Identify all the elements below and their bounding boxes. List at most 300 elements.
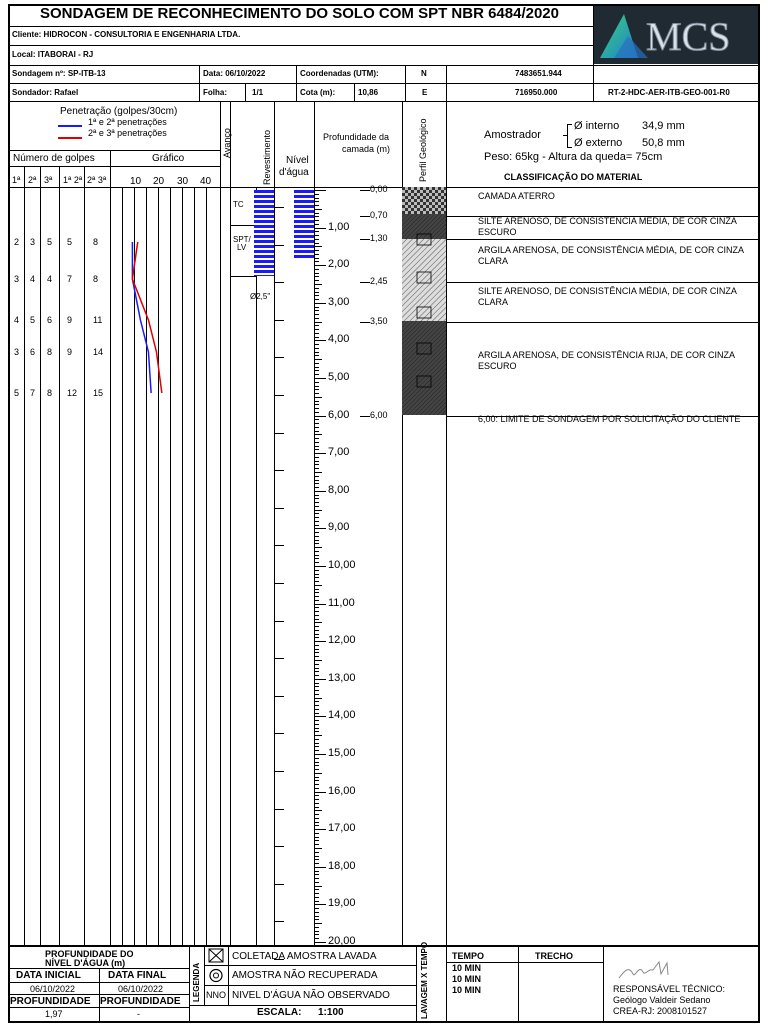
- depth-tick: [314, 574, 319, 575]
- depth-tick: [314, 280, 319, 281]
- depth-tick: [314, 863, 319, 864]
- blow-count-cell: 9: [67, 315, 73, 325]
- start-date-label: DATA INICIAL: [16, 970, 81, 981]
- depth-tick: [314, 231, 319, 232]
- depth-tick: [314, 762, 319, 763]
- graph-title: Gráfico: [152, 153, 185, 164]
- depth-tick: [314, 344, 319, 345]
- depth-scale-label: 6,00: [328, 408, 350, 421]
- depth-tick: [314, 389, 319, 390]
- depth-tick: [314, 720, 319, 721]
- depth-tick: [314, 213, 319, 214]
- material-classification-header: CLASSIFICAÇÃO DO MATERIAL: [504, 172, 643, 182]
- depth-tick: [314, 810, 322, 811]
- depth-tick: [314, 235, 319, 236]
- depth-tick: [314, 299, 319, 300]
- depth-tick: [314, 438, 319, 439]
- blow-col-12: 1ª 2ª: [63, 175, 83, 185]
- layer-description: ARGILA ARENOSA, DE CONSISTÊNCIA RIJA, DE COR CINZA ESCURO: [478, 350, 735, 371]
- layer-description: ARGILA ARENOSA, DE CONSISTÊNCIA MÉDIA, DE COR CINZA CLARA: [478, 245, 744, 266]
- depth-scale-label: 3,00: [328, 295, 350, 308]
- layer-depth-header-2: camada (m): [342, 144, 391, 154]
- outer-diameter-value: 50,8 mm: [642, 137, 685, 149]
- depth-tick: [314, 893, 319, 894]
- depth-tick: [314, 716, 326, 717]
- layer-depth-header: Profundidade da: [323, 132, 390, 142]
- company-logo: [594, 6, 758, 64]
- elevation-value: 10,86: [358, 88, 379, 97]
- depth-tick: [314, 807, 319, 808]
- time-row-1: 10 MIN: [452, 963, 482, 973]
- water-column-tick: [274, 357, 284, 358]
- depth-tick: [314, 686, 319, 687]
- depth-tick: [314, 374, 319, 375]
- depth-tick: [314, 442, 319, 443]
- depth-tick: [314, 882, 319, 883]
- layer-description: SILTE ARENOSO, DE CONSISTÊNCIA MÉDIA, DE COR CINZA ESCURO: [478, 216, 737, 237]
- east-value: 716950.000: [515, 88, 558, 97]
- depth-tick: [314, 690, 319, 691]
- depth-tick: [314, 540, 319, 541]
- depth-scale-label: 5,00: [328, 371, 350, 383]
- depth-tick: [314, 641, 326, 642]
- depth-tick: [314, 837, 319, 838]
- depth-tick: [314, 468, 319, 469]
- depth-tick: [314, 487, 319, 488]
- blow-count-cell: 5: [14, 388, 20, 398]
- depth-tick: [314, 683, 319, 684]
- geologic-profile: [402, 187, 446, 417]
- depth-tick: [314, 938, 319, 939]
- layer-depth-label: 0,00: [370, 184, 388, 194]
- water-column-tick: [274, 846, 284, 847]
- depth-tick: [314, 543, 319, 544]
- legend-line-blue: [58, 125, 82, 127]
- blow-count-cell: 6: [47, 315, 53, 325]
- depth-tick: [314, 784, 319, 785]
- depth-tick: [314, 502, 319, 503]
- layer-boundary: [446, 282, 758, 283]
- sampler-label: Amostrador: [484, 129, 541, 141]
- water-column-tick: [274, 395, 284, 396]
- depth-value-2: -: [137, 1009, 140, 1019]
- depth-tick: [314, 513, 319, 514]
- depth-tick: [314, 585, 322, 586]
- depth-tick: [314, 284, 322, 285]
- depth-tick: [314, 637, 319, 638]
- washing-time-label: LAVAGEM X TEMPO: [420, 941, 429, 1019]
- depth-tick: [314, 453, 326, 454]
- depth-tick: [314, 780, 319, 781]
- depth-tick: [314, 889, 319, 890]
- legend-vertical-label: LEGENDA: [192, 962, 201, 1002]
- depth-tick: [314, 600, 319, 601]
- depth-tick: [314, 664, 319, 665]
- water-column-tick: [274, 884, 284, 885]
- layer-depth-label: 2,45: [370, 276, 388, 287]
- depth-tick: [314, 555, 319, 556]
- depth-tick: [314, 416, 326, 417]
- advance-label-spt: SPT/: [233, 235, 251, 244]
- depth-tick: [314, 363, 319, 364]
- depth-tick: [314, 619, 319, 620]
- depth-tick: [314, 901, 319, 902]
- end-date-value: 06/10/2022: [118, 984, 164, 994]
- depth-tick: [314, 871, 319, 872]
- north-value: 7483651.944: [515, 69, 562, 78]
- water-not-observed-symbol: NNO: [206, 990, 226, 1000]
- water-level-header: Nível: [286, 155, 309, 166]
- depth-scale-label: 15,00: [328, 747, 356, 759]
- layer-depth-tick: [360, 282, 370, 283]
- geologist-name: Geólogo Valdeir Sedano: [613, 995, 711, 1005]
- driller-field: Sondador: Rafael: [12, 88, 79, 97]
- layer-depth-tick: [360, 416, 370, 417]
- depth-tick: [314, 517, 319, 518]
- blow-count-cell: 6: [30, 347, 36, 357]
- crea-number: CREA-RJ: 2008101527: [613, 1006, 708, 1016]
- blow-col-1: 1ª: [12, 175, 21, 185]
- depth-tick: [314, 348, 319, 349]
- legend-washed-sample: COLETADA AMOSTRA LAVADA: [232, 951, 377, 962]
- blow-count-cell: 14: [93, 347, 104, 357]
- blow-count-cell: 4: [47, 274, 53, 284]
- layer-boundary: [446, 216, 758, 217]
- depth-tick: [314, 476, 319, 477]
- layer-description: 6,00: LIMITE DE SONDAGEM POR SOLICITAÇÃO DO CLIENTE: [478, 414, 741, 424]
- layer-depth-label: 0,70: [370, 210, 388, 221]
- blow-count-cell: 12: [67, 388, 78, 398]
- layer-description: SILTE ARENOSO, DE CONSISTÊNCIA MÉDIA, DE COR CINZA CLARA: [478, 286, 737, 307]
- layer-depth-label: 1,30: [370, 232, 388, 243]
- depth-tick: [314, 867, 326, 868]
- depth-label-2: PROFUNDIDADE: [100, 996, 181, 1007]
- depth-tick: [314, 216, 319, 217]
- water-depth-title-2: NÍVEL D'ÁGUA (m): [45, 958, 126, 968]
- depth-value-1: 1,97: [45, 1009, 63, 1019]
- depth-tick: [314, 258, 319, 259]
- depth-tick: [314, 491, 326, 492]
- legend-label-2: 2ª e 3ª penetrações: [88, 128, 167, 138]
- client-field: Cliente: HIDROCON - CONSULTORIA E ENGENHARIA LTDA.: [12, 30, 241, 39]
- depth-scale-label: 17,00: [328, 822, 356, 835]
- depth-tick: [314, 337, 319, 338]
- depth-tick: [314, 735, 322, 736]
- start-date-value: 06/10/2022: [30, 984, 76, 994]
- depth-tick: [314, 239, 319, 240]
- graph-tick-10: 10: [130, 176, 142, 187]
- blow-count-cell: 9: [67, 347, 73, 357]
- casing-bar: [254, 190, 274, 276]
- legend-label-1: 1ª e 2ª penetrações: [88, 117, 167, 127]
- depth-tick: [314, 581, 319, 582]
- signature: [615, 960, 675, 982]
- depth-tick: [314, 705, 319, 706]
- depth-tick: [314, 201, 319, 202]
- north-label: N: [421, 69, 427, 78]
- document-code: RT-2-HDC-AER-ITB-GEO-001-R0: [608, 88, 730, 97]
- depth-scale-label: 7,00: [328, 446, 350, 459]
- depth-tick: [314, 656, 319, 657]
- depth-tick: [314, 352, 319, 353]
- inner-diameter-label: Ø interno: [574, 120, 620, 132]
- depth-tick: [314, 822, 319, 823]
- sampler-bracket: [567, 124, 572, 148]
- depth-tick: [314, 408, 319, 409]
- layer-description: CAMADA ATERRO: [478, 191, 555, 201]
- depth-tick: [314, 758, 319, 759]
- stretch-header: TRECHO: [535, 951, 573, 961]
- depth-tick: [314, 243, 319, 244]
- depth-tick: [314, 709, 319, 710]
- blow-count-cell: 7: [30, 388, 36, 398]
- washed-sample-icon: [208, 948, 224, 963]
- blow-count-cell: 3: [30, 237, 36, 247]
- water-column-tick: [274, 207, 284, 208]
- blow-count-cell: 8: [93, 237, 99, 247]
- blow-count-cell: 8: [47, 347, 53, 357]
- blow-count-cell: 4: [30, 274, 36, 284]
- blow-count-cell: 15: [93, 388, 104, 398]
- depth-tick: [314, 288, 319, 289]
- blow-count-cell: 8: [47, 388, 53, 398]
- depth-tick: [314, 570, 319, 571]
- depth-tick: [314, 919, 319, 920]
- responsible-label: RESPONSÁVEL TÉCNICO:: [613, 984, 726, 994]
- layer-boundary: [446, 416, 758, 417]
- blow-count-cell: 8: [93, 274, 99, 284]
- depth-tick: [314, 912, 319, 913]
- depth-tick: [314, 340, 326, 341]
- water-level-header-2: d'água: [279, 167, 309, 178]
- hammer-spec: Peso: 65kg - Altura da queda= 75cm: [484, 151, 663, 163]
- penetration-graph: [110, 187, 220, 945]
- depth-tick: [314, 622, 322, 623]
- depth-tick: [314, 198, 319, 199]
- depth-tick: [314, 228, 326, 229]
- depth-tick: [314, 190, 326, 191]
- depth-tick: [314, 777, 319, 778]
- depth-tick: [314, 472, 322, 473]
- blow-count-cell: 7: [67, 274, 73, 284]
- graph-tick-20: 20: [153, 176, 165, 187]
- blow-col-2: 2ª: [28, 175, 37, 185]
- depth-tick: [314, 359, 322, 360]
- depth-tick: [314, 427, 319, 428]
- depth-scale-label: 14,00: [328, 709, 356, 722]
- layer-depth-tick: [360, 239, 370, 240]
- depth-tick: [314, 750, 319, 751]
- depth-tick: [314, 694, 319, 695]
- depth-scale-label: 20,00: [328, 935, 356, 947]
- report-title: SONDAGEM DE RECONHECIMENTO DO SOLO COM SPT NBR 6484/2020: [40, 5, 559, 22]
- depth-tick: [314, 923, 322, 924]
- blow-count-cell: 5: [47, 237, 53, 247]
- depth-tick: [314, 856, 319, 857]
- blow-count-cell: 5: [30, 315, 36, 325]
- not-recovered-icon: [208, 968, 224, 983]
- depth-tick: [314, 536, 319, 537]
- scale-label: ESCALA:: [257, 1007, 302, 1018]
- water-column-tick: [274, 508, 284, 509]
- blow-count-cell: 5: [67, 237, 73, 247]
- inner-diameter-value: 34,9 mm: [642, 120, 685, 132]
- depth-tick: [314, 510, 322, 511]
- depth-tick: [314, 310, 319, 311]
- depth-tick: [314, 386, 319, 387]
- depth-tick: [314, 878, 319, 879]
- depth-tick: [314, 592, 319, 593]
- depth-tick: [314, 325, 319, 326]
- sounding-number: Sondagem nº: SP-ITB-13: [12, 69, 106, 78]
- legend-water-not-observed: NIVEL D'ÁGUA NÃO OBSERVADO: [232, 990, 390, 1001]
- depth-tick: [314, 739, 319, 740]
- depth-tick: [314, 307, 319, 308]
- depth-tick: [314, 728, 319, 729]
- legend-not-recovered: AMOSTRA NÃO RECUPERADA: [232, 970, 378, 981]
- depth-tick: [314, 596, 319, 597]
- depth-tick: [314, 934, 319, 935]
- water-column-tick: [274, 733, 284, 734]
- depth-tick: [314, 634, 319, 635]
- depth-tick: [314, 457, 319, 458]
- depth-tick: [314, 604, 326, 605]
- depth-tick: [314, 773, 322, 774]
- depth-tick: [314, 480, 319, 481]
- depth-tick: [314, 904, 326, 905]
- depth-tick: [314, 942, 326, 943]
- depth-tick: [314, 645, 319, 646]
- depth-tick: [314, 382, 319, 383]
- depth-tick: [314, 713, 319, 714]
- depth-tick: [314, 792, 326, 793]
- depth-tick: [314, 908, 319, 909]
- layer-depth-tick: [360, 190, 370, 191]
- depth-tick: [314, 724, 319, 725]
- depth-tick: [314, 250, 319, 251]
- depth-tick: [314, 265, 326, 266]
- water-column-tick: [274, 470, 284, 471]
- depth-scale-label: 8,00: [328, 483, 350, 496]
- water-level-bar: [294, 190, 314, 260]
- depth-scale-label: 9,00: [328, 521, 350, 534]
- depth-tick: [314, 205, 319, 206]
- water-column-tick: [274, 809, 284, 810]
- depth-tick: [314, 397, 322, 398]
- depth-tick: [314, 679, 326, 680]
- depth-tick: [314, 532, 319, 533]
- depth-tick: [314, 897, 319, 898]
- casing-diameter: Ø2,5": [250, 292, 271, 301]
- depth-tick: [314, 916, 319, 917]
- water-column-tick: [274, 245, 284, 246]
- depth-tick: [314, 322, 322, 323]
- blow-col-3: 3ª: [44, 175, 53, 185]
- depth-tick: [314, 671, 319, 672]
- svg-text:MCS: MCS: [646, 14, 731, 59]
- depth-tick: [314, 769, 319, 770]
- depth-tick: [314, 224, 319, 225]
- water-column-tick: [274, 545, 284, 546]
- depth-tick: [314, 652, 319, 653]
- depth-tick: [314, 931, 319, 932]
- depth-tick: [314, 874, 319, 875]
- east-label: E: [422, 88, 428, 97]
- depth-scale-label: 2,00: [328, 258, 350, 271]
- depth-tick: [314, 589, 319, 590]
- depth-tick: [314, 404, 319, 405]
- depth-tick: [314, 412, 319, 413]
- depth-tick: [314, 495, 319, 496]
- depth-tick: [314, 825, 319, 826]
- graph-tick-40: 40: [200, 176, 212, 187]
- depth-tick: [314, 795, 319, 796]
- depth-tick: [314, 859, 319, 860]
- depth-tick: [314, 765, 319, 766]
- depth-tick: [314, 577, 319, 578]
- depth-tick: [314, 818, 319, 819]
- scale-value: 1:100: [318, 1007, 344, 1018]
- layer-boundary: [446, 322, 758, 323]
- depth-tick: [314, 246, 322, 247]
- depth-tick: [314, 626, 319, 627]
- depth-tick: [314, 378, 326, 379]
- blow-count-cell: 3: [14, 347, 20, 357]
- depth-scale-label: 16,00: [328, 784, 356, 797]
- depth-tick: [314, 731, 319, 732]
- water-depth-title: PROFUNDIDADE DO: [45, 949, 134, 959]
- depth-tick: [314, 273, 319, 274]
- time-row-2: 10 MIN: [452, 974, 482, 984]
- depth-tick: [314, 551, 319, 552]
- advance-label-tc: TC: [233, 200, 244, 209]
- casing-header: Revestimento: [262, 129, 272, 185]
- depth-tick: [314, 788, 319, 789]
- advance-label-lv: LV: [237, 243, 247, 252]
- depth-scale-label: 18,00: [328, 859, 356, 872]
- blow-count-cell: 2: [14, 237, 20, 247]
- depth-tick: [314, 209, 322, 210]
- depth-tick: [314, 675, 319, 676]
- depth-tick: [314, 660, 322, 661]
- depth-scale-label: 13,00: [328, 671, 356, 684]
- depth-tick: [314, 525, 319, 526]
- time-row-3: 10 MIN: [452, 985, 482, 995]
- depth-tick: [314, 329, 319, 330]
- depth-tick: [314, 611, 319, 612]
- depth-scale-label: 4,00: [328, 333, 350, 346]
- blow-count-cell: 3: [14, 274, 20, 284]
- depth-tick: [314, 630, 319, 631]
- depth-tick: [314, 393, 319, 394]
- depth-tick: [314, 370, 319, 371]
- geologic-profile-header: Perfil Geológico: [418, 118, 428, 182]
- depth-tick: [314, 276, 319, 277]
- depth-tick: [314, 746, 319, 747]
- depth-tick: [314, 844, 319, 845]
- depth-tick: [314, 649, 319, 650]
- water-column-tick: [274, 771, 284, 772]
- depth-tick: [314, 292, 319, 293]
- water-column-tick: [274, 320, 284, 321]
- depth-tick: [314, 521, 319, 522]
- water-column-tick: [274, 583, 284, 584]
- depth-scale-label: 19,00: [328, 897, 356, 910]
- depth-tick: [314, 431, 319, 432]
- legend-line-red: [58, 137, 82, 139]
- depth-tick: [314, 461, 319, 462]
- depth-tick: [314, 566, 326, 567]
